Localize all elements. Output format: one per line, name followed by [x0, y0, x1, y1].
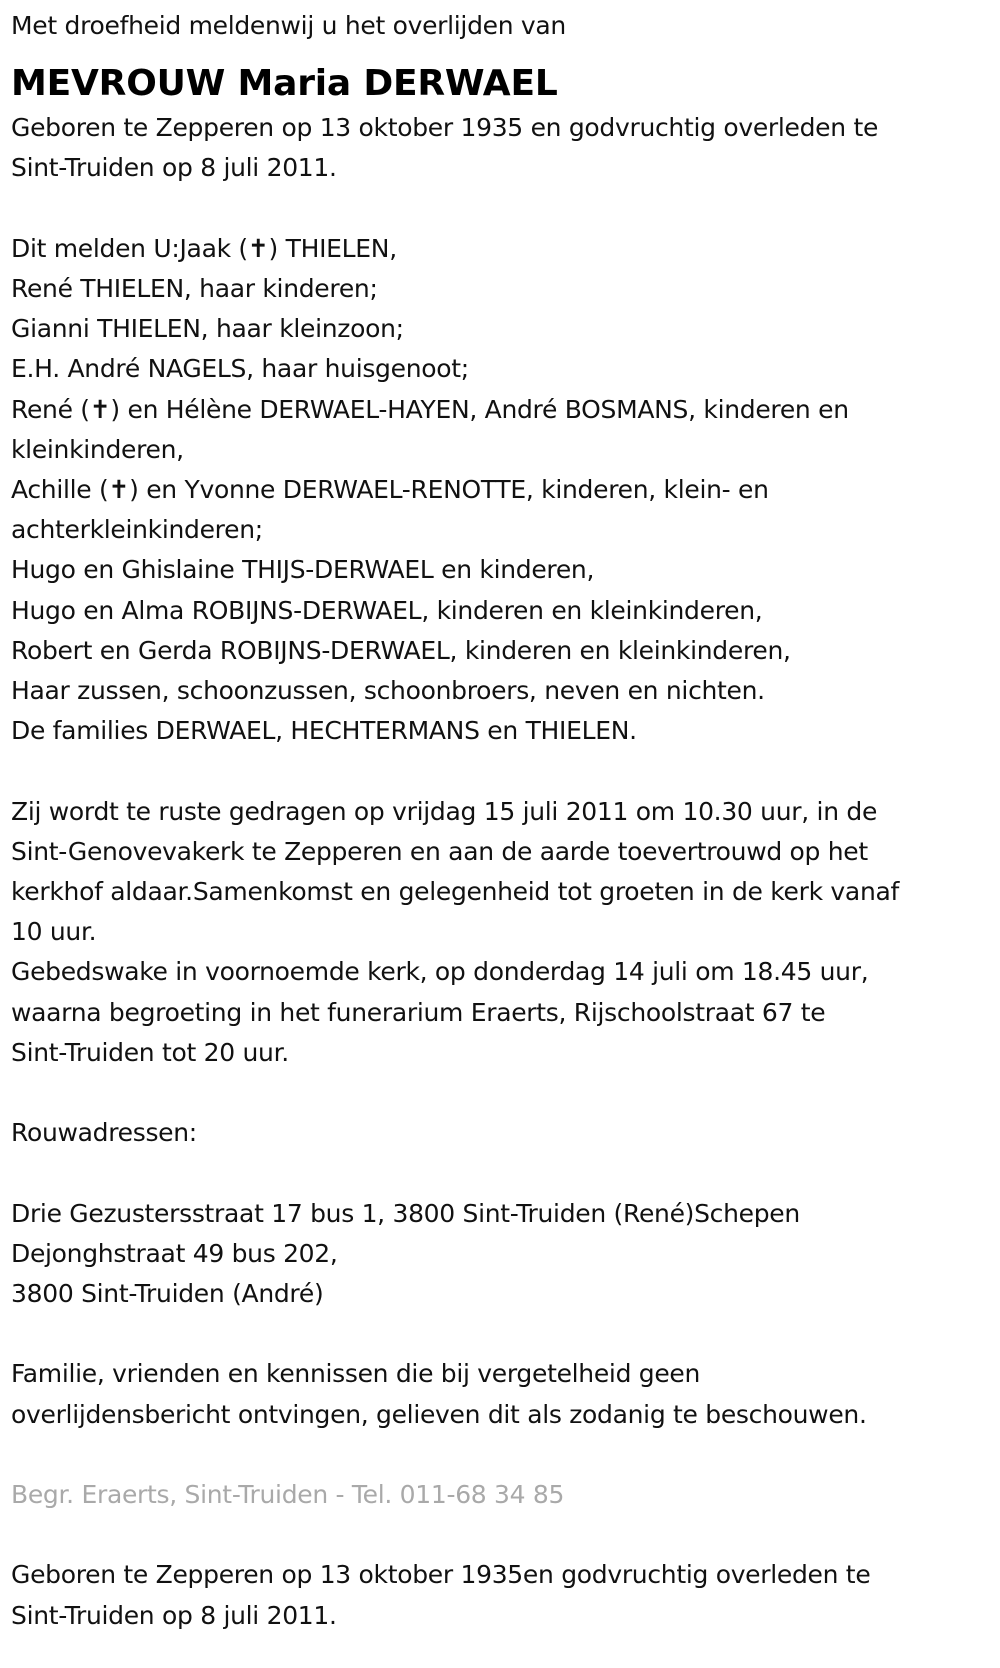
notice-section [11, 1354, 1000, 1434]
funeral-line: kerkhof aldaar.Samenkomst en gelegenheid tot groeten in de kerk vanaf [11, 877, 900, 907]
funeral-line: Sint-Truiden tot 20 uur. [11, 1037, 289, 1067]
spacer [11, 1153, 1000, 1193]
footer-birth-line: Sint-Truiden op 8 juli 2011. [11, 1600, 337, 1630]
notice-line: Familie, vrienden en kennissen die bij vergetelheid geen [11, 1359, 701, 1389]
family-line: Achille (✝) en Yvonne DERWAEL-RENOTTE, kinderen, klein- en [11, 475, 769, 505]
spacer [11, 1314, 1000, 1354]
address-line: Drie Gezustersstraat 17 bus 1, 3800 Sint-Truiden (René)Schepen [11, 1198, 800, 1228]
address-line: 3800 Sint-Truiden (André) [11, 1279, 324, 1309]
intro-text: Met droefheid meldenwij u het overlijden van [11, 11, 566, 40]
spacer [11, 751, 1000, 791]
family-line: kleinkinderen, [11, 434, 184, 464]
family-line: Hugo en Ghislaine THIJS-DERWAEL en kinderen, [11, 555, 595, 585]
funeral-line: 10 uur. [11, 917, 97, 947]
family-line: Haar zussen, schoonzussen, schoonbroers, neven en nichten. [11, 676, 765, 706]
undertaker-credit: Begr. Eraerts, Sint-Truiden - Tel. 011-68 34 85 [11, 1480, 565, 1510]
spacer [11, 1515, 1000, 1555]
birth-line: Geboren te Zepperen op 13 oktober 1935 en godvruchtig overleden te [11, 113, 879, 143]
spacer [11, 189, 1000, 229]
notice-line: overlijdensbericht ontvingen, gelieven dit als zodanig te beschouwen. [11, 1399, 867, 1429]
deceased-name: MEVROUW Maria DERWAEL [11, 63, 558, 105]
birth-line: Sint-Truiden op 8 juli 2011. [11, 153, 337, 183]
family-line: Dit melden U:Jaak (✝) THIELEN, [11, 233, 397, 263]
birth-section [11, 108, 1000, 188]
family-line: achterkleinkinderen; [11, 515, 263, 545]
spacer [11, 1435, 1000, 1475]
family-line: E.H. André NAGELS, haar huisgenoot; [11, 354, 469, 384]
address-line: Dejonghstraat 49 bus 202, [11, 1238, 338, 1268]
footer-birth-line: Geboren te Zepperen op 13 oktober 1935en godvruchtig overleden te [11, 1560, 871, 1590]
funeral-line: Sint-Genovevakerk te Zepperen en aan de aarde toevertrouwd op het [11, 836, 868, 866]
spacer [11, 1073, 1000, 1113]
funeral-line: Gebedswake in voornoemde kerk, op donderdag 14 juli om 18.45 uur, [11, 957, 869, 987]
addresses-heading: Rouwadressen: [11, 1118, 197, 1148]
family-line: Gianni THIELEN, haar kleinzoon; [11, 314, 404, 344]
family-line: René THIELEN, haar kinderen; [11, 274, 378, 303]
family-line: De families DERWAEL, HECHTERMANS en THIELEN. [11, 716, 637, 746]
family-line: Robert en Gerda ROBIJNS-DERWAEL, kinderen en kleinkinderen, [11, 635, 791, 665]
footer-birth-section [11, 1555, 1000, 1635]
funeral-line: waarna begroeting in het funerarium Eraerts, Rijschoolstraat 67 te [11, 997, 826, 1027]
address-section [11, 1194, 1000, 1315]
family-line: René (✝) en Hélène DERWAEL-HAYEN, André BOSMANS, kinderen en [11, 394, 849, 424]
family-section [11, 229, 1000, 752]
family-line: Hugo en Alma ROBIJNS-DERWAEL, kinderen en kleinkinderen, [11, 595, 763, 625]
funeral-line: Zij wordt te ruste gedragen op vrijdag 15 juli 2011 om 10.30 uur, in de [11, 796, 878, 826]
spacer [11, 46, 1000, 56]
funeral-section [11, 792, 1000, 1073]
